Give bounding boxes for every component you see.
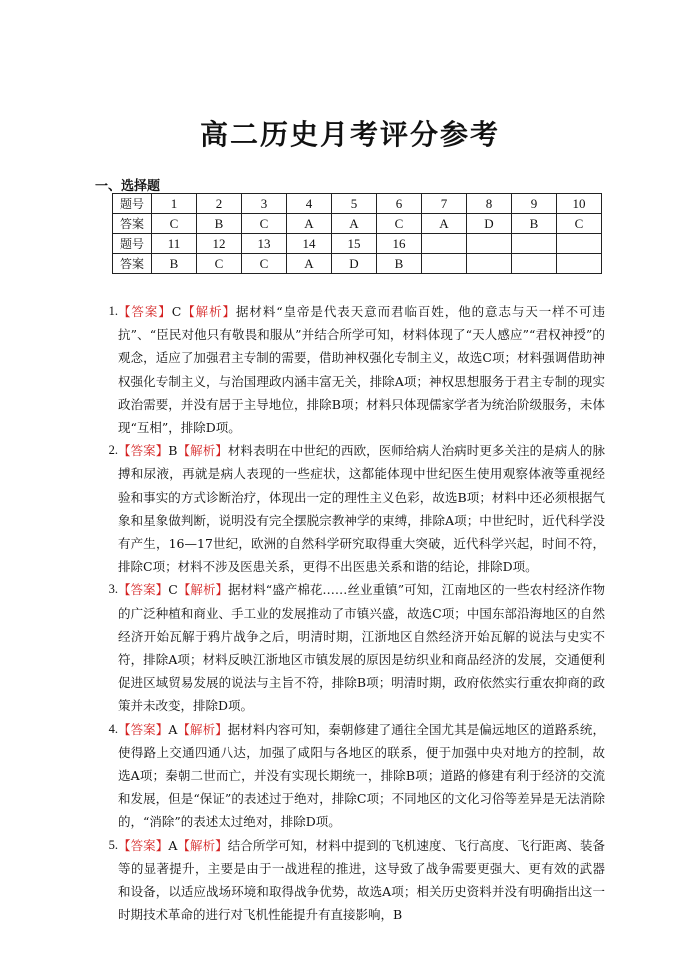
explanation-item	[100, 300, 605, 439]
row-header: 答案	[113, 214, 152, 234]
item-answer: B	[168, 443, 178, 459]
analysis-tag: 【解析】	[177, 837, 228, 853]
answer-cell: 6	[377, 194, 422, 214]
answer-cell: A	[332, 214, 377, 234]
answer-cell: 2	[197, 194, 242, 214]
answer-cell: 11	[152, 234, 197, 254]
answer-cell: 5	[332, 194, 377, 214]
answer-cell: A	[287, 254, 332, 274]
answer-cell: 4	[287, 194, 332, 214]
item-number: 5.	[108, 837, 118, 852]
item-text: 材料表明在中世纪的西欧，医师给病人治病时更多关注的是病人的脉搏和尿液，再就是病人表现的一些症状，这都能体现中世纪医生使用观察体液等重视经验和事实的方式诊断治疗，体现出一定的理性主义色彩，故选B项；材料中还必须根据气象和星象做判断，说明没有完全摆脱宗教神学的束缚，排除A项；中世纪时，近代科学没有产生，16—17世纪，欧洲的自然科学研究取得重大突破，近代科学兴起，时间不符，排除C项；材料不涉及医患关系，更得不出医患关系和谐的结论，排除D项。	[118, 443, 606, 575]
answer-tag: 【答案】	[118, 443, 169, 459]
answer-cell: B	[197, 214, 242, 234]
answer-cell: B	[512, 214, 557, 234]
row-header: 题号	[113, 234, 152, 254]
page-title: 高二历史月考评分参考	[199, 118, 500, 151]
answer-cell: D	[467, 214, 512, 234]
answer-cell: 12	[197, 234, 242, 254]
answer-cell: B	[152, 254, 197, 274]
item-number: 3.	[108, 582, 118, 597]
answer-cell: 15	[332, 234, 377, 254]
answer-cell: C	[377, 214, 422, 234]
answer-cell: 10	[557, 194, 602, 214]
answer-tag: 【答案】	[118, 582, 169, 598]
explanation-item	[100, 578, 605, 717]
answer-table-row	[113, 194, 602, 214]
answer-table	[112, 193, 602, 274]
row-header: 题号	[113, 194, 152, 214]
answer-cell: A	[422, 214, 467, 234]
answer-cell: B	[377, 254, 422, 274]
item-text: 结合所学可知，材料中提到的飞机速度、飞行高度、飞行距离、装备等的显著提升，主要是由于一战进程的推进，这导致了战争需要更强大、更有效的武器和设备，以适应战场环境和取得战争优势，故选A项；相关历史资料并没有明确指出这一时期技术革命的进行对飞机性能提升有直接影响，B	[118, 837, 605, 923]
answer-tag: 【答案】	[118, 721, 169, 737]
answer-cell	[422, 234, 467, 254]
section-title: 一、选择题	[95, 179, 161, 194]
explanation-item	[100, 834, 605, 927]
item-text: 据材料内容可知，秦朝修建了通往全国尤其是偏远地区的道路系统，使得路上交通四通八达，加强了咸阳与各地区的联系，便于加强中央对地方的控制，故选A项；秦朝二世而亡，并没有实现长期统一，排除B项；道路的修建有利于经济的交流和发展，但是“保证”的表述过于绝对，排除C项；不同地区的文化习俗等差异是无法消除的，“消除”的表述太过绝对，排除D项。	[118, 721, 605, 830]
answer-cell: C	[242, 214, 287, 234]
item-text: 据材料“皇帝是代表天意而君临百姓，他的意志与天一样不可违抗”、“臣民对他只有敬畏和服从”并结合所学可知，材料体现了“天人感应”“君权神授”的观念，适应了加强君主专制的需要，借助神权强化专制主义，故选C项；材料强调借助神权强化专制主义，与治国理政内涵丰富无关，排除A项；神权思想服务于君主专制的现实政治需要，并没有居于主导地位，排除B项；材料只体现儒家学者为统治阶级服务，未体现“互相”，排除D项。	[118, 304, 605, 436]
answer-cell: 7	[422, 194, 467, 214]
analysis-tag: 【解析】	[177, 721, 228, 737]
answer-cell	[512, 254, 557, 274]
explanation-list	[100, 300, 605, 926]
answer-cell: A	[287, 214, 332, 234]
answer-cell: 3	[242, 194, 287, 214]
answer-cell: 9	[512, 194, 557, 214]
item-number: 2.	[108, 443, 118, 458]
answer-cell: 13	[242, 234, 287, 254]
explanation-item	[100, 718, 605, 834]
item-answer: C	[168, 582, 178, 598]
answer-cell	[557, 234, 602, 254]
analysis-tag: 【解析】	[177, 443, 228, 459]
analysis-tag: 【解析】	[181, 304, 236, 319]
analysis-tag: 【解析】	[177, 582, 229, 598]
answer-cell: C	[152, 214, 197, 234]
answer-cell: 8	[467, 194, 512, 214]
item-number: 4.	[108, 721, 118, 736]
answer-cell: C	[197, 254, 242, 274]
item-answer: A	[168, 837, 178, 853]
answer-tag: 【答案】	[118, 304, 172, 319]
answer-cell	[422, 254, 467, 274]
answer-cell: 1	[152, 194, 197, 214]
answer-cell	[557, 254, 602, 274]
answer-cell: 14	[287, 234, 332, 254]
answer-tag: 【答案】	[118, 837, 169, 853]
answer-table-row	[113, 254, 602, 274]
item-answer: C	[171, 304, 182, 319]
answer-cell: 16	[377, 234, 422, 254]
answer-cell: C	[557, 214, 602, 234]
answer-cell	[467, 234, 512, 254]
answer-cell	[512, 234, 557, 254]
item-number: 1.	[108, 304, 118, 318]
row-header: 答案	[113, 254, 152, 274]
answer-cell	[467, 254, 512, 274]
item-answer: A	[168, 721, 178, 737]
explanation-item	[100, 439, 605, 578]
answer-cell: C	[242, 254, 287, 274]
answer-table-row	[113, 234, 602, 254]
item-text: 据材料“盛产棉花……丝业重镇”可知，江南地区的一些农村经济作物的广泛种植和商业、手工业的发展推动了市镇兴盛，故选C项；中国东部沿海地区的自然经济开始瓦解于鸦片战争之后，明清时期，江浙地区自然经济开始瓦解的说法与史实不符，排除A项；材料反映江浙地区市镇发展的原因是纺织业和商品经济的发展，交通便利促进区域贸易发展的说法与主旨不符，排除B项；明清时期，政府依然实行重农抑商的政策并未改变，排除D项。	[118, 582, 605, 714]
answer-cell: D	[332, 254, 377, 274]
answer-table-row	[113, 214, 602, 234]
